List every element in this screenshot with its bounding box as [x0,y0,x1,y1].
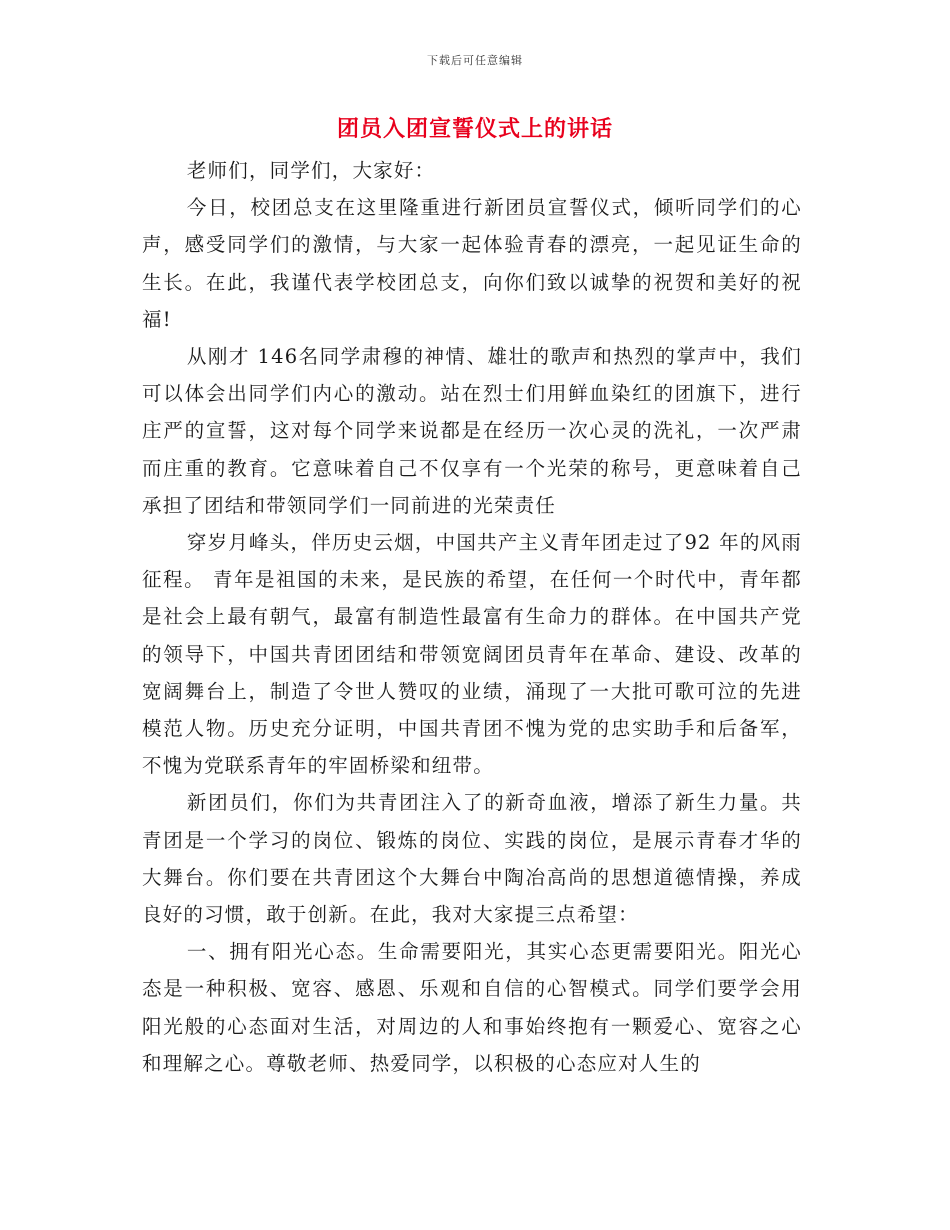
paragraph: 一、拥有阳光心态。生命需要阳光，其实心态更需要阳光。阳光心态是一种积极、宽容、感恩、乐观和自信的心智模式。同学们要学会用阳光般的心态面对生活，对周边的人和事始终抱有一颗爱心、宽容之心和理解之心。尊敬老师、热爱同学，以积极的心态应对人生的 [142,940,802,1075]
paragraph: 穿岁月峰头，伴历史云烟，中国共产主义青年团走过了92 年的风雨征程。 青年是祖国的未来，是民族的希望，在任何一个时代中，青年都是社会上最有朝气，最富有制造性最富有生命力的群体。在中国共产党的领导下，中国共青团团结和带领宽阔团员青年在革命、建设、改革的宽阔舞台上，制造了令世人赞叹的业绩，涌现了一大批可歌可泣的先进模范人物。历史充分证明，中国共青团不愧为党的忠实助手和后备军，不愧为党联系青年的牢固桥梁和纽带。 [142,531,802,778]
document-title: 团员入团宣誓仪式上的讲话 [336,116,613,142]
paragraph: 新团员们，你们为共青团注入了的新奇血液，增添了新生力量。共青团是一个学习的岗位、锻炼的岗位、实践的岗位，是展示青春才华的大舞台。你们要在共青团这个大舞台中陶冶高尚的思想道德情操，养成良好的习惯，敢于创新。在此，我对大家提三点希望： [142,791,802,927]
paragraph: 从刚才 146名同学肃穆的神情、雄壮的歌声和热烈的掌声中，我们可以体会出同学们内心的激动。站在烈士们用鲜血染红的团旗下，进行庄严的宣誓，这对每个同学来说都是在经历一次心灵的洗礼，一次严肃而庄重的教育。它意味着自己不仅享有一个光荣的称号，更意味着自己承担了团结和带领同学们一同前进的光荣责任 [142,345,802,517]
paragraph-greeting: 老师们，同学们，大家好： [186,159,436,182]
header-note: 下载后可任意编辑 [427,54,523,67]
paragraph: 今日，校团总支在这里隆重进行新团员宣誓仪式，倾听同学们的心声，感受同学们的激情，与大家一起体验青春的漂亮，一起见证生命的生长。在此，我谨代表学校团总支，向你们致以诚挚的祝贺和美好的祝福! [142,196,802,331]
document-body [142,152,802,1082]
